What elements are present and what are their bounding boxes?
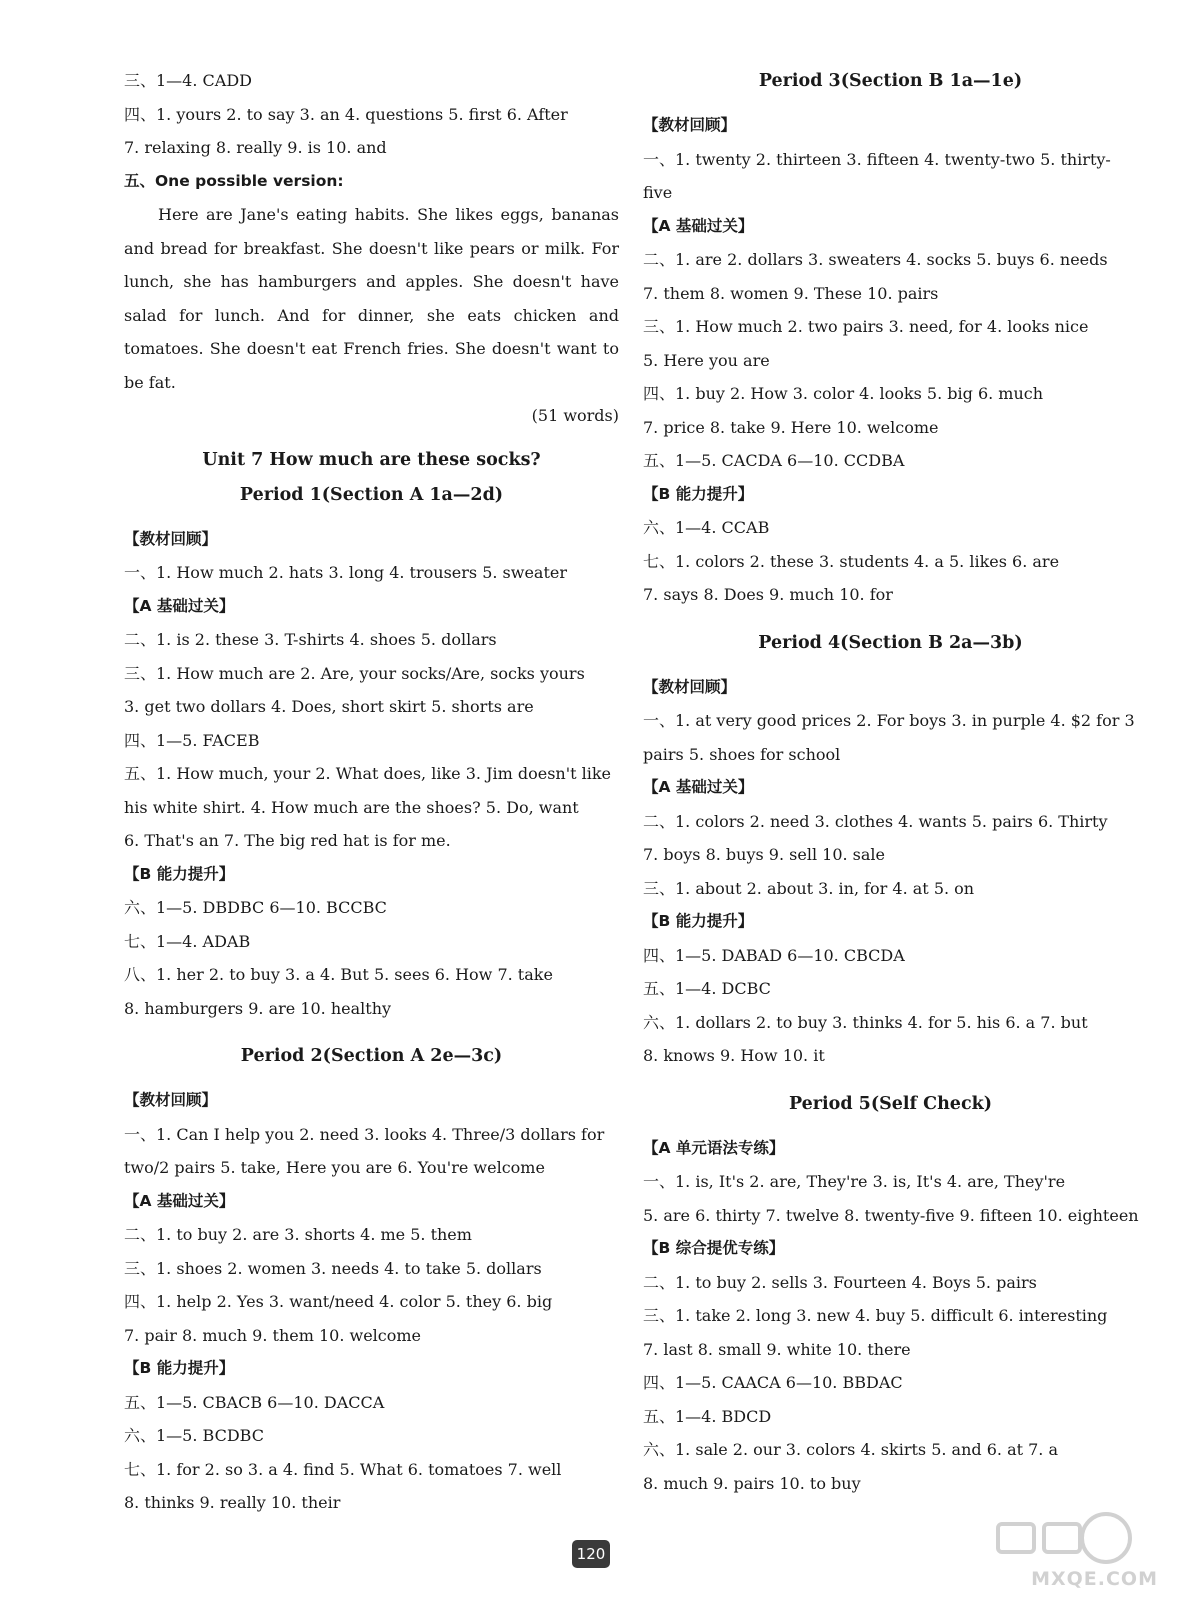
answer-line: 四、1—5. CAACA 6—10. BBDAC	[643, 1373, 903, 1392]
watermark-text: MXQE.COM	[1031, 1568, 1158, 1590]
answer-line: 8. hamburgers 9. are 10. healthy	[124, 998, 392, 1018]
answer-line: 7. says 8. Does 9. much 10. for	[643, 585, 893, 604]
word-count: (51 words)	[531, 406, 619, 425]
block-label: 【B 能力提升】	[124, 1359, 235, 1377]
answer-line: 七、1. colors 2. these 3. students 4. a 5. likes 6. are	[643, 551, 1060, 571]
block-label: 【教材回顾】	[124, 1091, 218, 1109]
answer-line: 二、1. is 2. these 3. T-shirts 4. shoes 5. dollars	[124, 630, 497, 649]
block-label: 【A 基础过关】	[643, 778, 754, 796]
answer-line: 一、1. at very good prices 2. For boys 3. in purple 4. $2 for 3	[643, 711, 1135, 730]
answer-line: 5. are 6. thirty 7. twelve 8. twenty-five 9. fifteen 10. eighteen	[643, 1205, 1139, 1225]
answer-line: 7. boys 8. buys 9. sell 10. sale	[643, 845, 886, 864]
answer-line: 五、1—4. BDCD	[643, 1406, 772, 1426]
block-label: 【B 综合提优专练】	[643, 1239, 785, 1257]
answer-line: 一、1. twenty 2. thirteen 3. fifteen 4. twenty-two 5. thirty-	[643, 149, 1111, 169]
answer-line: 三、1. shoes 2. women 3. needs 4. to take 5. dollars	[124, 1258, 542, 1278]
period-3-answers	[643, 109, 1138, 612]
answer-line: 3. get two dollars 4. Does, short skirt 5. shorts are	[124, 697, 534, 716]
answer-line: 二、1. colors 2. need 3. clothes 4. wants 5. pairs 6. Thirty	[643, 811, 1108, 831]
answer-line: 三、1. How much 2. two pairs 3. need, for 4. looks nice	[643, 317, 1089, 336]
essay-paragraph: Here are Jane's eating habits. She likes eggs, bananas and bread for breakfast. She doesn't like pears or milk. For lunch, she has hamburgers and apples. She doesn't have salad for lunch. And for dinner, she eats chicken and tomatoes. She doesn't eat French fries. She doesn't want to be fat.	[124, 205, 619, 392]
answer-line: 5. Here you are	[643, 350, 770, 370]
section-heading: Period 1(Section A 1a—2d)	[239, 484, 504, 505]
left-column	[124, 64, 619, 1520]
answer-line: 二、1. to buy 2. are 3. shorts 4. me 5. them	[124, 1225, 472, 1244]
answer-line: 七、1—4. ADAB	[124, 931, 251, 951]
answer-line: 7. last 8. small 9. white 10. there	[643, 1339, 911, 1359]
block-label: 【A 基础过关】	[124, 596, 235, 615]
answer-line: 一、1. How much 2. hats 3. long 4. trousers 5. sweater	[124, 563, 568, 582]
answer-line: 五、1—5. CACDA 6—10. CCDBA	[643, 451, 905, 470]
answer-line: 二、1. are 2. dollars 3. sweaters 4. socks 5. buys 6. needs	[643, 250, 1108, 269]
right-column	[643, 64, 1138, 1500]
block-label: 【教材回顾】	[643, 677, 737, 696]
answer-line: 八、1. her 2. to buy 3. a 4. But 5. sees 6. How 7. take	[124, 965, 553, 984]
answer-line: 七、1. for 2. so 3. a 4. find 5. What 6. tomatoes 7. well	[124, 1459, 562, 1479]
answer-line: 8. much 9. pairs 10. to buy	[643, 1473, 861, 1493]
block-label: 【教材回顾】	[124, 529, 218, 548]
answer-line: 四、1. buy 2. How 3. color 4. looks 5. big 6. much	[643, 384, 1044, 403]
answer-line: 四、1—5. FACEB	[124, 730, 260, 750]
answer-line: two/2 pairs 5. take, Here you are 6. You're welcome	[124, 1158, 545, 1177]
answer-line: 四、1. yours 2. to say 3. an 4. questions 5. first 6. After	[124, 104, 568, 124]
period-5-answers	[643, 1132, 1138, 1501]
block-label: 【教材回顾】	[643, 116, 737, 134]
period-1-answers	[124, 523, 619, 1026]
answer-line: 6. That's an 7. The big red hat is for me.	[124, 831, 451, 850]
answer-line: his white shirt. 4. How much are the shoes? 5. Do, want	[124, 797, 579, 817]
answer-line: 8. knows 9. How 10. it	[643, 1046, 825, 1065]
answer-line: 六、1—5. BCDBC	[124, 1426, 264, 1445]
answer-line: 一、1. is, It's 2. are, They're 3. is, It's 4. are, They're	[643, 1172, 1066, 1191]
answer-line: pairs 5. shoes for school	[643, 744, 841, 764]
section-heading: Period 5(Self Check)	[788, 1093, 993, 1114]
answer-line: 7. pair 8. much 9. them 10. welcome	[124, 1325, 422, 1345]
answer-line: 一、1. Can I help you 2. need 3. looks 4. Three/3 dollars for	[124, 1124, 605, 1144]
answer-line: 四、1—5. DABAD 6—10. CBCDA	[643, 945, 905, 965]
unit-title: Unit 7 How much are these socks?	[202, 449, 541, 470]
section-heading: Period 3(Section B 1a—1e)	[758, 71, 1023, 91]
block-label: 【A 基础过关】	[124, 1191, 235, 1210]
period-2-answers	[124, 1084, 619, 1520]
answer-line: 六、1—5. DBDBC 6—10. BCCBC	[124, 898, 387, 917]
answer-line: 三、1. about 2. about 3. in, for 4. at 5. on	[643, 878, 975, 898]
watermark-logo-icon	[988, 1510, 1138, 1566]
answer-line: 六、1—4. CCAB	[643, 518, 770, 537]
answer-line: 三、1—4. CADD	[124, 71, 252, 90]
answer-line: five	[643, 183, 673, 202]
answer-line: 三、1. take 2. long 3. new 4. buy 5. difficult 6. interesting	[643, 1306, 1108, 1325]
period-4-answers	[643, 671, 1138, 1073]
answer-line: 四、1. help 2. Yes 3. want/need 4. color 5. they 6. big	[124, 1292, 553, 1311]
answer-line: 五、1—5. CBACB 6—10. DACCA	[124, 1392, 385, 1412]
block-label: 【A 单元语法专练】	[643, 1138, 785, 1157]
answer-line: 六、1. dollars 2. to buy 3. thinks 4. for 5. his 6. a 7. but	[643, 1012, 1088, 1032]
answer-line: 7. price 8. take 9. Here 10. welcome	[643, 417, 939, 437]
answer-line: 五、1. How much, your 2. What does, like 3. Jim doesn't like	[124, 764, 612, 783]
answer-line: 二、1. to buy 2. sells 3. Fourteen 4. Boys 5. pairs	[643, 1272, 1037, 1292]
version-label: 五、One possible version:	[124, 171, 344, 190]
answer-line: 8. thinks 9. really 10. their	[124, 1493, 341, 1512]
page-number: 120	[572, 1540, 610, 1568]
watermark	[948, 1510, 1158, 1590]
block-label: 【B 能力提升】	[643, 484, 754, 503]
answer-line: 六、1. sale 2. our 3. colors 4. skirts 5. and 6. at 7. a	[643, 1440, 1059, 1459]
answer-line: 7. relaxing 8. really 9. is 10. and	[124, 138, 387, 157]
answer-line: 7. them 8. women 9. These 10. pairs	[643, 283, 939, 303]
block-label: 【B 能力提升】	[124, 864, 235, 883]
block-label: 【B 能力提升】	[643, 912, 754, 930]
section-heading: Period 4(Section B 2a—3b)	[758, 632, 1023, 653]
section-heading: Period 2(Section A 2e—3c)	[240, 1046, 503, 1066]
answer-line: 三、1. How much are 2. Are, your socks/Are, socks yours	[124, 663, 585, 683]
answer-line: 五、1—4. DCBC	[643, 979, 771, 998]
block-label: 【A 基础过关】	[643, 216, 754, 235]
